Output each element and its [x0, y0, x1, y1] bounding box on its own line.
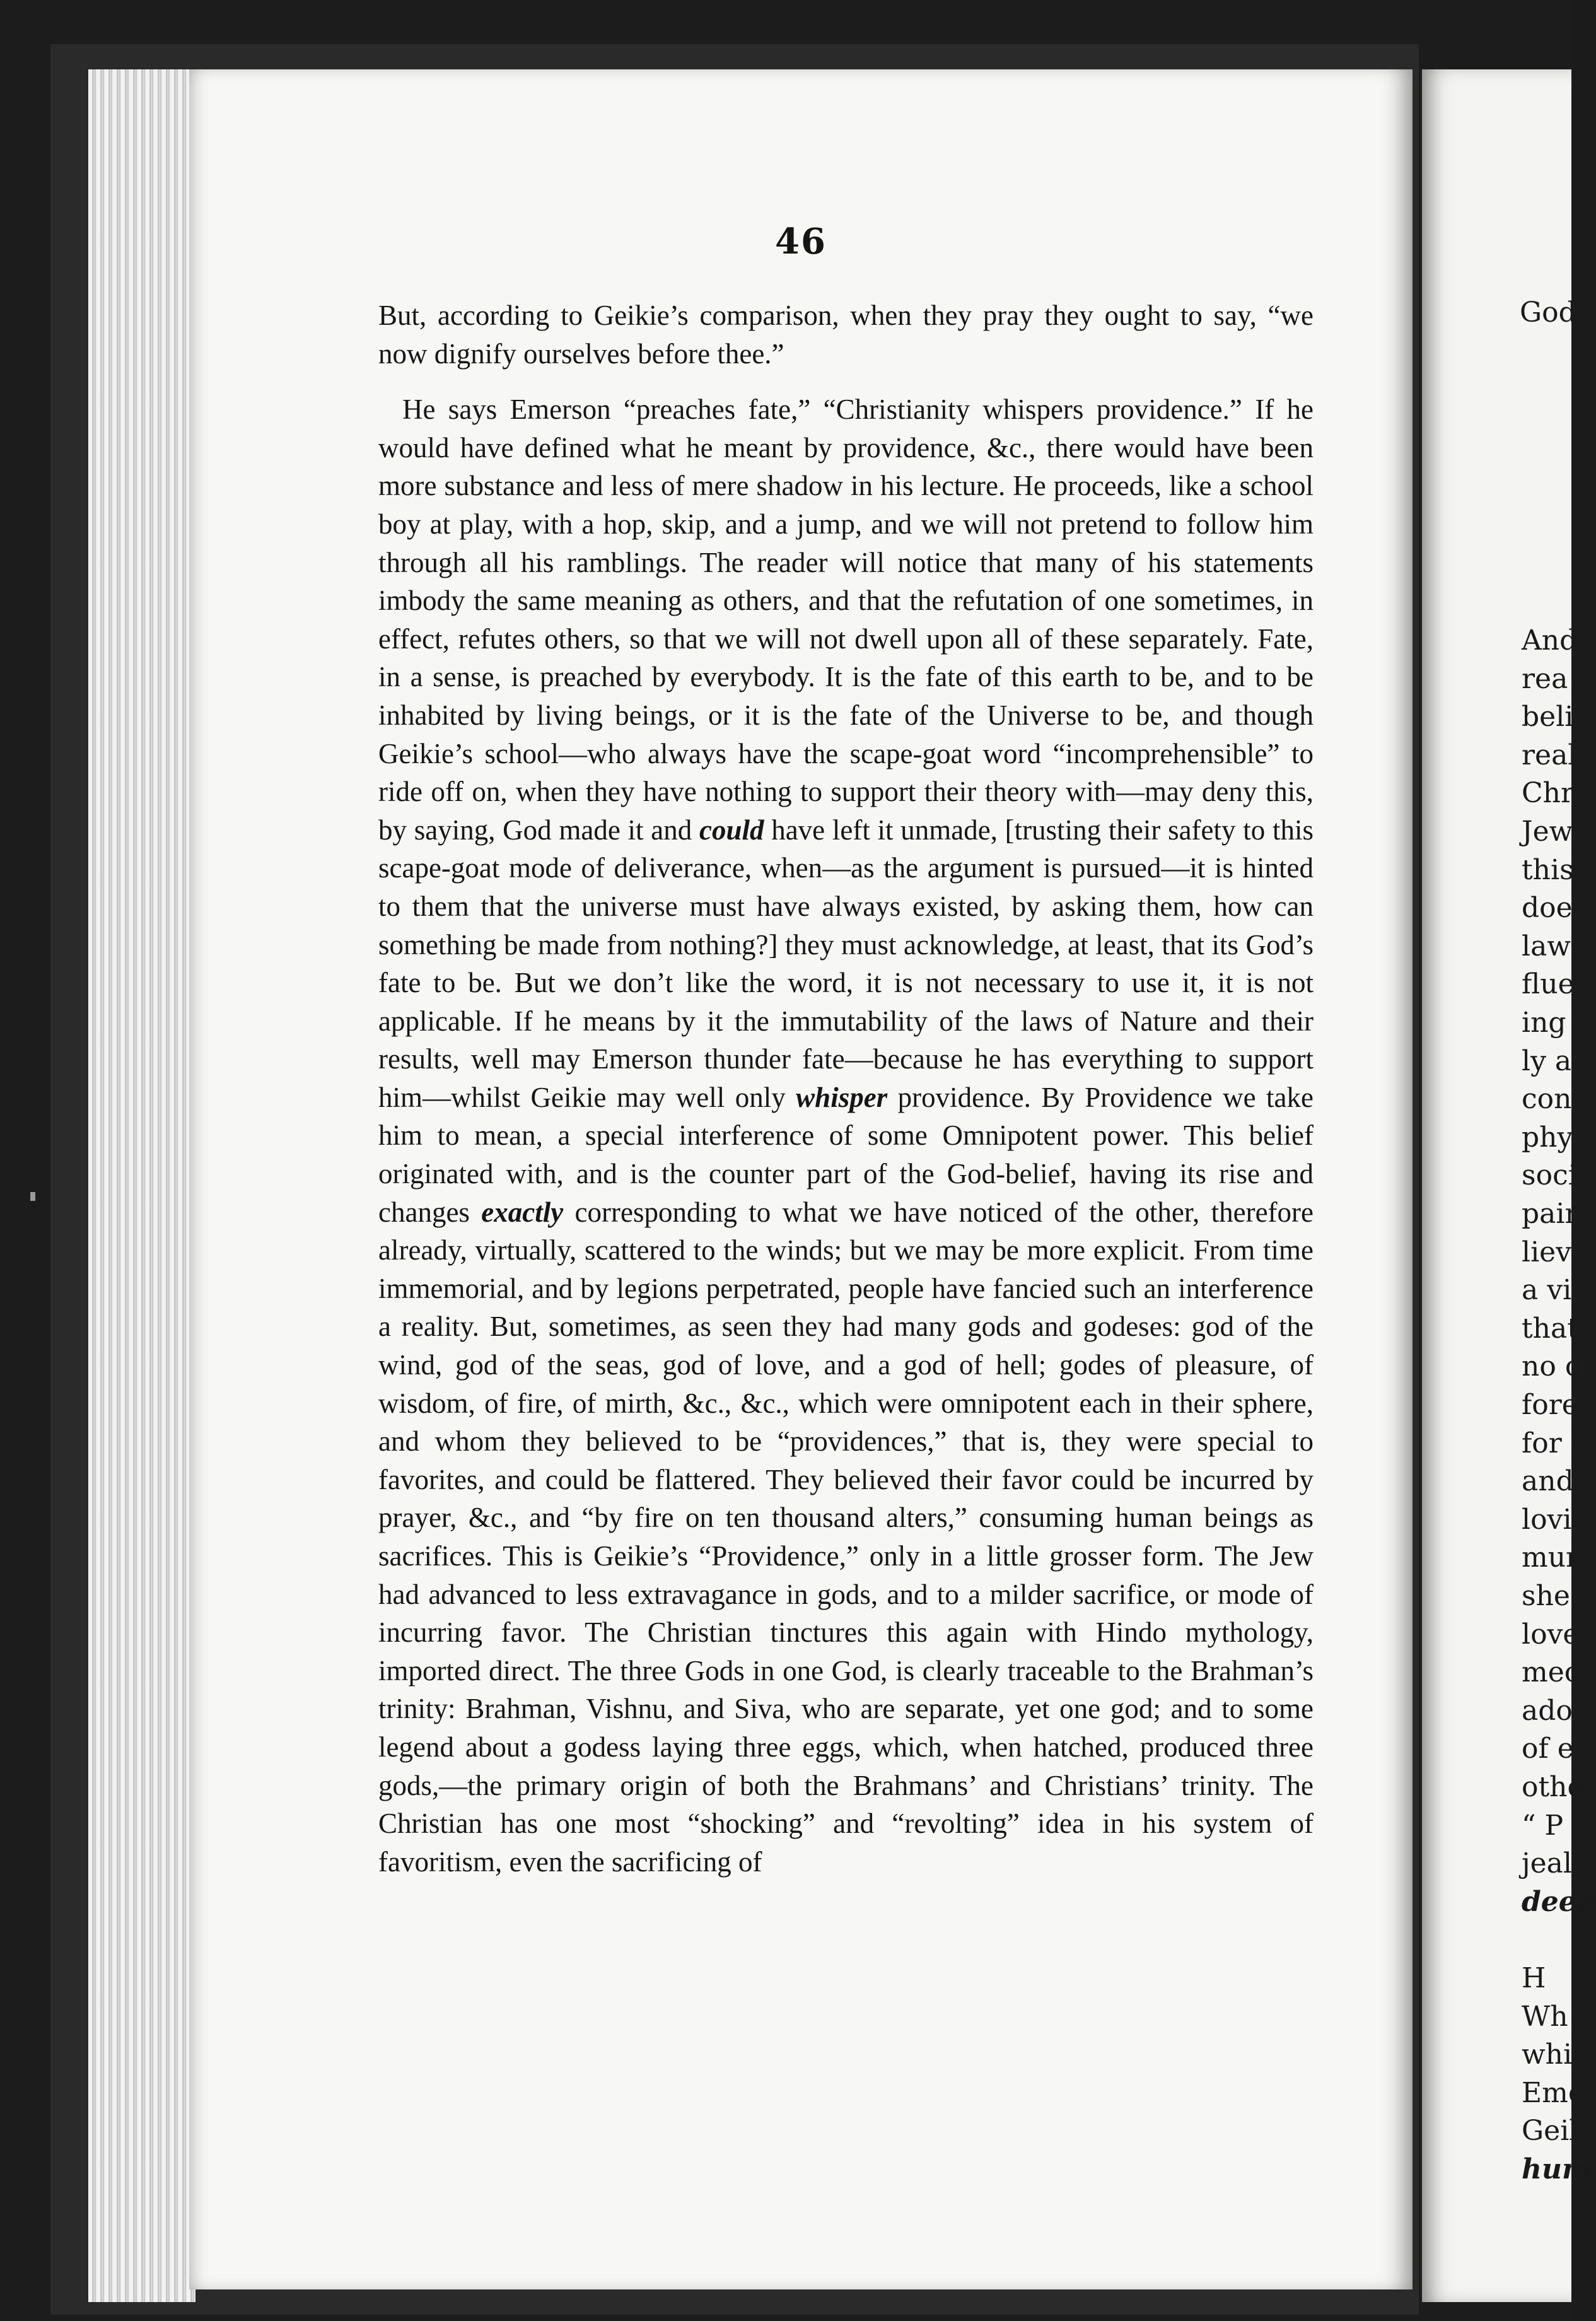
facing-page-line: Geil — [1522, 2115, 1578, 2148]
facing-page-line: pair — [1522, 1198, 1578, 1230]
facing-page-line: jeal — [1522, 1847, 1572, 1880]
facing-page-line: ado — [1522, 1694, 1573, 1727]
facing-page-line: love — [1522, 1618, 1580, 1651]
facing-page-line: real — [1522, 739, 1577, 771]
facing-page-line: beli — [1522, 701, 1574, 734]
page-body — [378, 296, 1313, 1881]
facing-page-line: doe — [1522, 892, 1573, 925]
facing-page-line: rea — [1522, 662, 1568, 695]
facing-page-line: deep — [1522, 1885, 1596, 1918]
facing-page-line: for c — [1522, 1427, 1587, 1459]
facing-page-line: othe — [1522, 1771, 1584, 1803]
facing-page-line: mur — [1522, 1541, 1580, 1574]
facing-page-line: fore — [1522, 1389, 1578, 1421]
facing-page-line: ly a — [1522, 1044, 1572, 1077]
facing-page-line: she — [1522, 1580, 1570, 1612]
facing-page-line: law — [1522, 930, 1571, 962]
paragraph-2-part-1: He says Emerson “preaches fate,” “Christianity whispers providence.” If he would have defined what he meant by providence, &c., there would have been more substance and less of mere shadow in his lecture. He proceeds, like a school boy at play, with a hop, skip, and a jump, and we will not pretend to follow him through all his ramblings. The reader will notice that many of his statements imbody the same meaning as others, and that the refutation of one sometimes, in effect, refutes others, so that we will not dwell upon all of these separately. Fate, in a sense, is preached by everybody. It is the fate of this earth to be, and to be inhabited by living beings, or it is the fate of the Universe to be, and though Geikie’s school—who always have the scape-goat word “incomprehensible” to ride off on, when they have nothing to support their theory with—may deny this, by saying, God made it and — [378, 394, 1313, 846]
facing-page-line: that — [1522, 1312, 1578, 1345]
paragraph-2-part-4: corresponding to what we have noticed of the other, therefore already, virtually, scattered to the winds; but we may be more explicit. From time immemorial, and by legions perpetrated, people have fancied such an interference a reality. But, sometimes, as seen they had many gods and godeses: god of the wind, god of the seas, god of love, and a god of hell; godes of pleasure, of wisdom, of fire, of mirth, &c., &c., which were omnipotent each in their sphere, and whom they believed to be “providences,” that is, they were special to favorites, and could be flattered. They believed their favor could be incurred by prayer, &c., and “by fire on ten thousand alters,” consuming human beings as sacrifices. This is Geikie’s “Providence,” only in a little grosser form. The Jew had advanced to less extravagance in gods, and to a milder sacrifice, or mode of incurring favor. The Christian tinctures this again with Hindo mythology, imported direct. The three Gods in one God, is clearly traceable to the Brahman’s trinity: Brahman, Vishnu, and Siva, who are separate, yet one god; and to some legend about a godess laying three eggs, which, when hatched, produced three gods,—the primary origin of both the Brahmans’ and Christians’ trinity. The Christian has one most “shocking” and “revolting” idea in his system of favoritism, even the sacrificing of — [378, 1196, 1313, 1878]
facing-page-line: liev — [1522, 1236, 1572, 1268]
emphasis-could: could — [699, 814, 764, 846]
facing-page-line: this — [1522, 853, 1574, 886]
paragraph-2-part-2: have left it unmade, [trusting their safety to this scape-goat mode of deliverance, when—as the argument is pursued—it is hinted to them that the universe must have always existed, by asking them, how can something be made from nothing?] they must acknowledge, at least, that its God’s fate to be. But we don’t like the word, it is not necessary to use it, it is not applicable. If he means by it the immutability of the laws of Nature and their results, well may Emerson thunder fate—because he has everything to support him—whilst Geikie may well only — [378, 814, 1313, 1113]
paragraph-2-part-3: providence. By Providence we take him to mean, a special interference of some Omnipotent power. This belief originated with, and is the counter part of the God-belief, having its rise and changes — [378, 1081, 1313, 1228]
emphasis-exactly: exactly — [481, 1196, 564, 1228]
facing-page-line: whi — [1522, 2038, 1573, 2071]
facing-page-line: flue — [1522, 968, 1575, 1001]
page-number: 46 — [775, 221, 827, 262]
facing-page-line: Eme — [1522, 2076, 1585, 2109]
facing-page-line: no o — [1522, 1350, 1582, 1383]
paragraph-2 — [378, 390, 1313, 1881]
left-page — [189, 69, 1413, 2289]
facing-page-line: And — [1522, 624, 1578, 657]
facing-page-line: soci — [1522, 1159, 1577, 1192]
facing-page-line: “ P — [1522, 1809, 1564, 1842]
facing-page-line: and — [1522, 1465, 1574, 1498]
page-edges — [88, 69, 195, 2302]
facing-page — [1422, 69, 1596, 2302]
facing-page-line: of e — [1522, 1733, 1574, 1765]
facing-page-line: mec — [1522, 1656, 1580, 1689]
facing-page-line: Chr — [1522, 777, 1575, 810]
emphasis-whisper: whisper — [796, 1081, 888, 1113]
facing-page-head: God — [1520, 296, 1576, 329]
facing-page-line: H — [1522, 1962, 1546, 1994]
facing-page-line: phy — [1522, 1121, 1573, 1154]
facing-page-line: hum — [1522, 2153, 1592, 2185]
facing-page-line: lovi — [1522, 1503, 1572, 1536]
scan-speck — [30, 1192, 35, 1201]
facing-page-line: con — [1522, 1083, 1572, 1116]
paragraph-1: But, according to Geikie’s comparison, when they pray they ought to say, “we now dignify ourselves before thee.” — [378, 300, 1313, 370]
facing-page-line: a vi — [1522, 1274, 1572, 1307]
facing-page-line: Wh — [1522, 2000, 1568, 2033]
facing-page-line: ing — [1522, 1007, 1566, 1039]
facing-page-line: Jew — [1522, 816, 1573, 848]
